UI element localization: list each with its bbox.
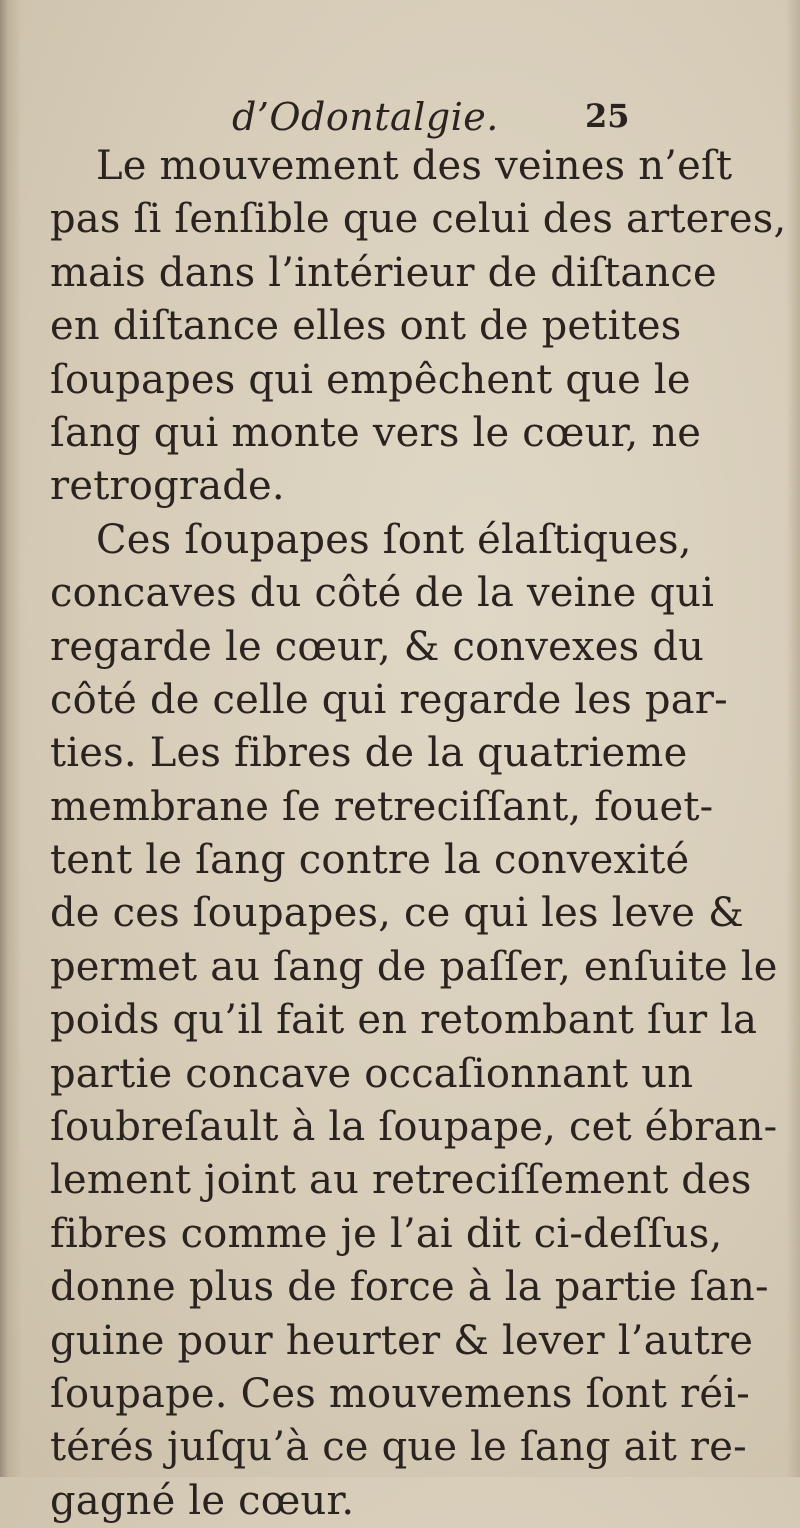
text-line: concaves du côté de la veine qui [50,570,715,617]
page-number: 25 [585,97,630,135]
text-line: côté de celle qui regarde les par- [50,676,728,723]
text-line: poids qu’il fait en retombant ſur la [50,997,758,1044]
text-line: pas ſi ſenſible que celui des arteres, [50,196,787,243]
text-line: retrograde. [50,463,285,510]
text-line: tent le ſang contre la convexité [50,837,690,884]
body-text [50,140,787,1528]
text-line: guine pour heurter & lever l’autre [50,1317,754,1364]
text-line: ſoubreſault à la ſoupape, cet ébran- [50,1104,778,1151]
text-line: ties. Les fibres de la quatrieme [50,730,688,777]
text-line: donne plus de force à la partie ſan- [50,1264,769,1311]
text-line: ſoupape. Ces mouvemens ſont réi- [50,1370,750,1417]
text-line: membrane ſe retreciſſant, fouet- [50,783,714,830]
text-line: Le mouvement des veines n’eſt [96,143,733,189]
text-line: de ces ſoupapes, ce qui les leve & [50,890,744,937]
text-line: ſang qui monte vers le cœur, ne [50,409,702,456]
text-line: en diſtance elles ont de petites [50,303,682,350]
page-edge-right [786,0,800,1477]
text-line: térés juſqu’à ce que le ſang ait re- [50,1424,747,1471]
text-line: permet au ſang de paſſer, enſuite le [50,943,778,990]
text-line: ſoupapes qui empêchent que le [50,356,691,403]
text-line: mais dans l’intérieur de diſtance [50,249,717,296]
text-line: partie concave occaſionnant un [50,1050,694,1097]
running-title: d’Odontalgie. [232,95,499,139]
text-line: regarde le cœur, & convexes du [50,623,705,670]
page-header [0,95,800,145]
text-line: lement joint au retreciſſement des [50,1157,752,1204]
text-line: Ces ſoupapes ſont élaſtiques, [96,516,692,563]
page-edge-left [0,0,22,1477]
text-line: gagné le cœur. [50,1477,355,1524]
text-line: fibres comme je l’ai dit ci-deſſus, [50,1210,723,1257]
